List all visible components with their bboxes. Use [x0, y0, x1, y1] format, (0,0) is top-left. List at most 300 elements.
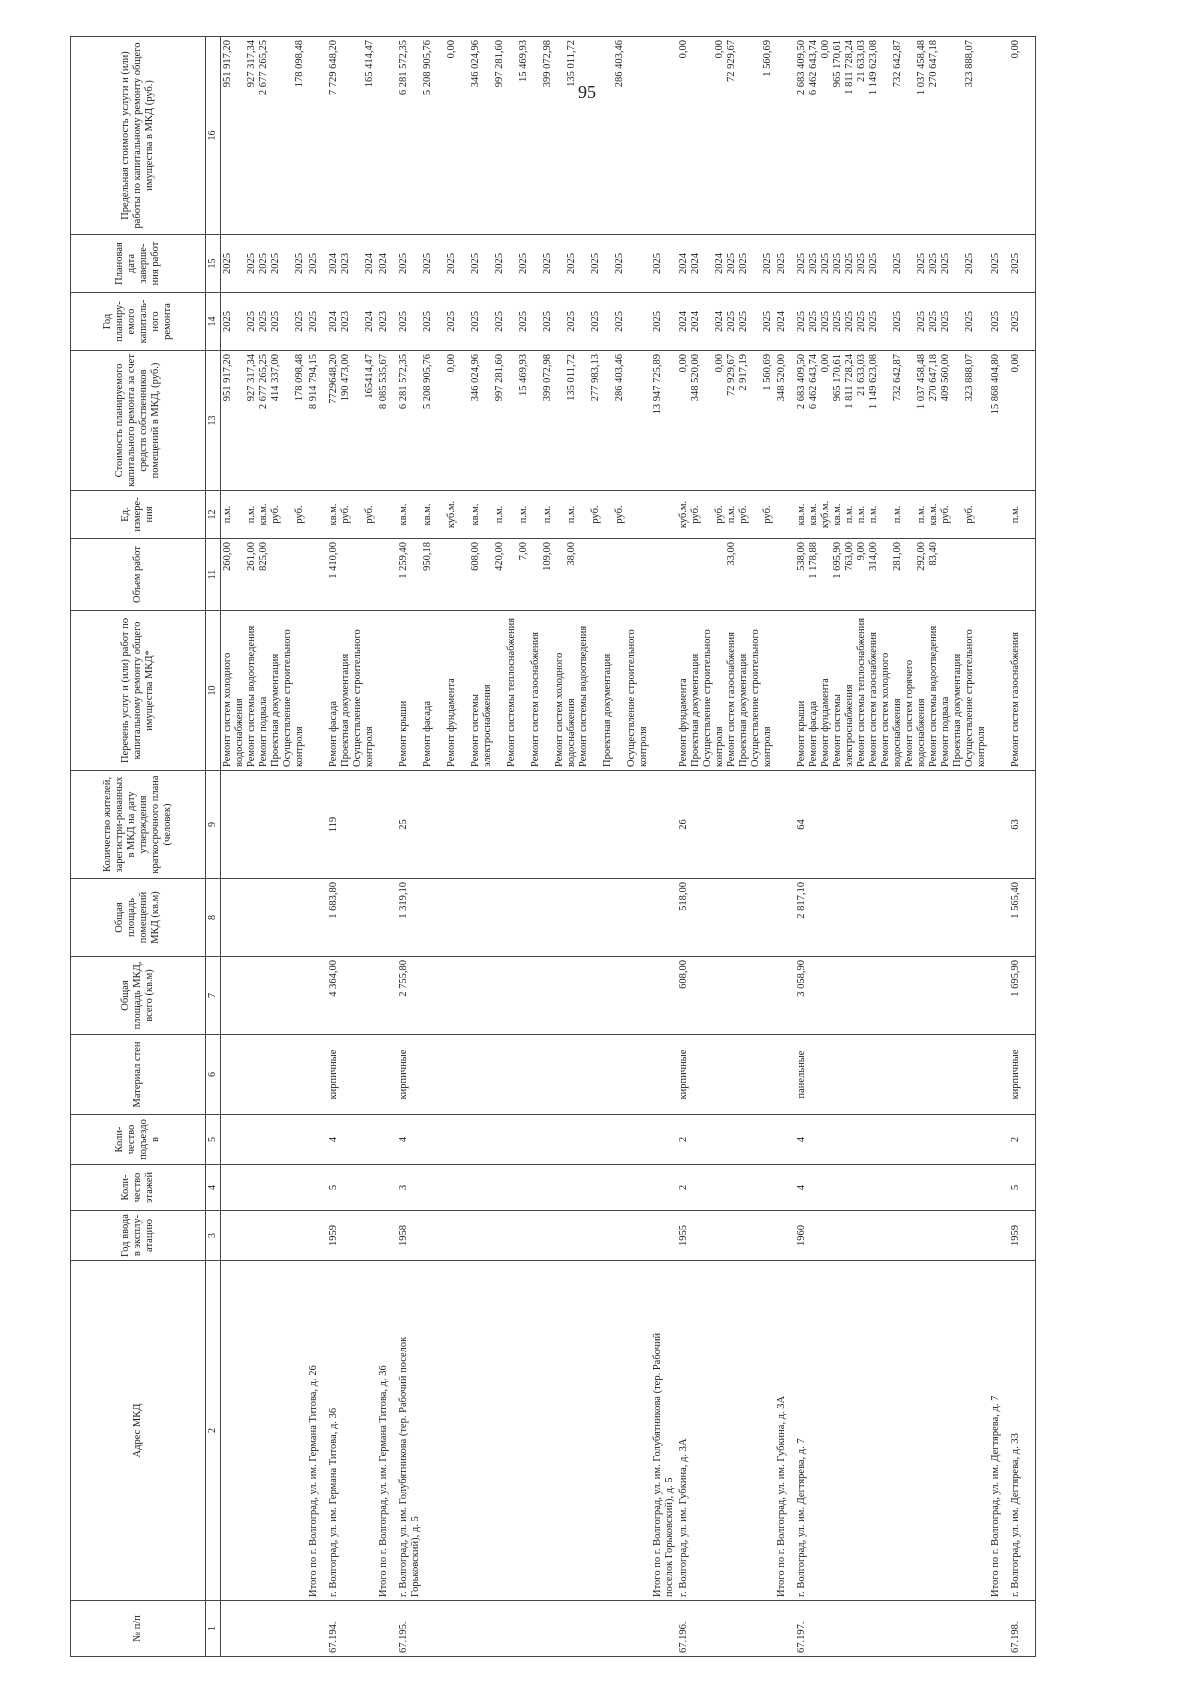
header-cell: Объем работ: [71, 539, 206, 611]
subtotal-row: [775, 37, 795, 1657]
cell-line: руб.: [270, 505, 281, 524]
residents-cell: [307, 771, 327, 879]
cell-line: 2025: [614, 253, 625, 274]
completion-date-cell: [775, 235, 795, 293]
cell-line: 2025: [820, 311, 831, 332]
wall-material-cell: [377, 1035, 397, 1115]
cell-line: контроля: [714, 726, 725, 767]
entrances-cell: 4: [327, 1115, 377, 1165]
floors-cell: 2: [677, 1165, 775, 1211]
cell-line: 2025: [892, 311, 903, 332]
cell-line: 2025: [446, 311, 457, 332]
cell-line: Ремонт подвала: [258, 696, 269, 767]
cell-line: 927 317,34: [246, 40, 257, 88]
planned-cost-cell: [221, 351, 308, 491]
subtotal-row: [989, 37, 1009, 1657]
residents-cell: [221, 771, 308, 879]
work-volume-cell: [651, 539, 677, 611]
floors-cell: [377, 1165, 397, 1211]
column-number: 13: [206, 351, 221, 491]
cell-line: 2025: [308, 253, 319, 274]
cell-line: кв.м.: [470, 503, 481, 526]
max-cost-cell: [307, 37, 327, 235]
cell-line: [434, 296, 446, 347]
cell-line: кв.м.: [328, 503, 339, 526]
cell-line: [506, 40, 518, 231]
cell-line: [506, 296, 518, 347]
cell-line: [530, 40, 542, 231]
cell-line: [352, 354, 364, 487]
completion-date-cell: [989, 235, 1009, 293]
cell-line: [762, 542, 774, 607]
cell-line: 2025: [270, 253, 281, 274]
cell-line: [880, 238, 892, 289]
cell-line: кв.м.: [928, 503, 939, 526]
row-index: 67.197.: [795, 1601, 989, 1657]
header-cell: Перечень услуг и (или) работ по капитальному ремонту общего имущества МКД*: [71, 611, 206, 771]
planned-cost-cell: [651, 351, 677, 491]
cell-line: 1 037 458,48: [916, 40, 927, 96]
cell-line: 2025: [832, 311, 843, 332]
floors-cell: [775, 1165, 795, 1211]
cell-line: [234, 296, 246, 347]
cell-line: [554, 542, 566, 607]
planned-year-cell: [221, 293, 308, 351]
cell-line: [458, 542, 470, 607]
cell-line: 1 037 458,48: [916, 354, 927, 410]
cell-line: [880, 296, 892, 347]
cell-line: 965 170,61: [832, 354, 843, 402]
cell-line: 2025: [446, 253, 457, 274]
cell-line: кв.м.: [808, 503, 819, 526]
header-cell: Плановая дата заверше-ния работ: [71, 235, 206, 293]
residents-cell: 119: [327, 771, 377, 879]
cell-line: [904, 354, 916, 487]
cell-line: г. Волгоград, ул. им. Губкина, д. 3А: [678, 1438, 689, 1597]
entrances-cell: 2: [1009, 1115, 1036, 1165]
works-list-cell: [327, 611, 377, 771]
cell-line: 8 914 794,15: [308, 354, 319, 410]
cell-line: 190 473,00: [340, 354, 351, 402]
works-list-cell: [775, 611, 795, 771]
cell-line: [602, 494, 614, 535]
cell-line: [352, 296, 364, 347]
cell-line: [602, 296, 614, 347]
cell-line: [410, 296, 422, 347]
cell-line: 1 811 728,24: [844, 354, 855, 409]
cell-line: 286 403,46: [614, 354, 625, 402]
column-number: 5: [206, 1115, 221, 1165]
entrances-cell: [989, 1115, 1009, 1165]
cell-line: [458, 614, 470, 767]
planned-cost-cell: [677, 351, 775, 491]
cell-line: 2 683 409,50: [796, 40, 807, 96]
cell-line: Ремонт системы водоотведения: [578, 625, 589, 767]
planned-year-cell: [651, 293, 677, 351]
cell-line: п.м.: [856, 505, 867, 524]
wall-material-cell: кирпичные: [677, 1035, 775, 1115]
total-area-cell: [651, 957, 677, 1035]
cell-line: водоснабжения: [234, 698, 245, 767]
residents-cell: 63: [1009, 771, 1036, 879]
cell-line: 5 208 905,76: [422, 354, 433, 410]
cell-line: Ремонт подвала: [940, 696, 951, 767]
works-list-cell: [1009, 611, 1036, 771]
cell-line: 420,00: [494, 542, 505, 571]
cell-line: 2024: [328, 311, 339, 332]
cell-line: 15 469,93: [518, 354, 529, 396]
works-list-cell: [651, 611, 677, 771]
cell-line: 1 560,69: [762, 40, 773, 77]
cell-line: [1010, 542, 1022, 607]
residents-cell: [989, 771, 1009, 879]
cell-line: 2025: [964, 311, 975, 332]
cell-line: [458, 354, 470, 487]
cell-line: [410, 542, 422, 607]
cell-line: [880, 354, 892, 487]
cell-line: 2025: [398, 311, 409, 332]
works-list-cell: [307, 611, 327, 771]
premises-area-cell: 2 817,10: [795, 879, 989, 957]
residents-cell: [775, 771, 795, 879]
cell-line: [506, 542, 518, 607]
cell-line: Осуществление строительного: [750, 629, 761, 767]
premises-area-cell: 1 565,40: [1009, 879, 1036, 957]
year-built-cell: [307, 1211, 327, 1261]
work-volume-cell: [677, 539, 775, 611]
address-cell: [677, 1261, 775, 1601]
cell-line: Ремонт фасада: [422, 700, 433, 767]
cell-line: Осуществление строительного: [282, 629, 293, 767]
work-volume-cell: [795, 539, 989, 611]
entrances-cell: [221, 1115, 308, 1165]
total-area-cell: 608,00: [677, 957, 775, 1035]
header-cell: Год ввода в эксплу-атацию: [71, 1211, 206, 1261]
cell-line: [904, 542, 916, 607]
cell-line: [590, 40, 602, 231]
cell-line: [690, 542, 702, 607]
cell-line: 732 642,87: [892, 40, 903, 88]
cell-line: [446, 542, 458, 607]
cell-line: [434, 614, 446, 767]
cell-line: 2025: [844, 253, 855, 274]
planned-cost-cell: [397, 351, 651, 491]
cell-line: 2025: [258, 311, 269, 332]
cell-line: 2024: [776, 311, 787, 332]
cell-line: [820, 542, 832, 607]
premises-area-cell: 1 319,10: [397, 879, 651, 957]
cell-line: поселок Горьковский), д. 5: [664, 1477, 675, 1597]
cell-line: 399 072,98: [542, 354, 553, 402]
cell-line: [578, 494, 590, 535]
cell-line: [626, 238, 638, 289]
cell-line: 2025: [542, 253, 553, 274]
work-volume-cell: [377, 539, 397, 611]
cell-line: контроля: [976, 726, 987, 767]
cell-line: 2025: [940, 253, 951, 274]
cell-line: г. Волгоград, ул. им. Дегтярева, д. 33: [1010, 1433, 1021, 1597]
cell-line: [458, 494, 470, 535]
cell-line: 7729648,20: [328, 354, 339, 404]
address-cell: [307, 1261, 327, 1601]
unit-cell: [397, 491, 651, 539]
cell-line: [410, 40, 422, 231]
cell-line: [904, 40, 916, 231]
year-built-cell: 1958: [397, 1211, 651, 1261]
cell-line: кв.м.: [832, 503, 843, 526]
cell-line: п.м.: [566, 505, 577, 524]
cell-line: 2025: [808, 253, 819, 274]
wall-material-cell: кирпичные: [1009, 1035, 1036, 1115]
cell-line: [482, 296, 494, 347]
cell-line: 165 414,47: [364, 40, 375, 88]
cell-line: [952, 494, 964, 535]
cell-line: 2025: [844, 311, 855, 332]
wall-material-cell: кирпичные: [327, 1035, 377, 1115]
cell-line: 6 281 572,35: [398, 354, 409, 410]
cell-line: 33,00: [726, 542, 737, 566]
cell-line: кв.м.: [422, 503, 433, 526]
max-cost-cell: [327, 37, 377, 235]
unit-cell: [1009, 491, 1036, 539]
cell-line: 2025: [518, 253, 529, 274]
cell-line: 0,00: [714, 354, 725, 373]
cell-line: кв.м.: [796, 503, 807, 526]
column-number: 15: [206, 235, 221, 293]
cell-line: Ремонт системы теплоснабжения: [856, 617, 867, 767]
floors-cell: [989, 1165, 1009, 1211]
cell-line: [282, 296, 294, 347]
cell-line: 951 917,20: [222, 40, 233, 88]
cell-line: [750, 494, 762, 535]
cell-line: 2025: [796, 311, 807, 332]
cell-line: Ремонт систем газоснабжения: [868, 632, 879, 767]
floors-cell: [221, 1165, 308, 1211]
cell-line: 2024: [714, 253, 725, 274]
cell-line: [364, 542, 376, 607]
header-cell: Предельная стоимость услуги и (или) работы по капитальному ремонту общего имущества в МКД (руб.): [71, 37, 206, 235]
cell-line: Ремонт фундамента: [820, 678, 831, 767]
table-row: [1009, 37, 1036, 1657]
work-volume-cell: [397, 539, 651, 611]
cell-line: [964, 542, 976, 607]
cell-line: 2 683 409,50: [796, 354, 807, 410]
works-list-cell: [989, 611, 1009, 771]
planned-cost-cell: [775, 351, 795, 491]
cell-line: [940, 40, 952, 231]
total-area-cell: [775, 957, 795, 1035]
cell-line: [234, 354, 246, 487]
max-cost-cell: [397, 37, 651, 235]
cell-line: 2025: [614, 311, 625, 332]
cell-line: 7,00: [518, 542, 529, 561]
cell-line: Ремонт систем горячего: [904, 659, 915, 767]
cell-line: [434, 40, 446, 231]
cell-line: 2025: [222, 253, 233, 274]
cell-line: [482, 238, 494, 289]
cell-line: Осуществление строительного: [352, 629, 363, 767]
cell-line: [458, 296, 470, 347]
planned-year-cell: [397, 293, 651, 351]
cell-line: 178 098,48: [294, 354, 305, 402]
residents-cell: 64: [795, 771, 989, 879]
cell-line: 286 403,46: [614, 40, 625, 88]
address-cell: [775, 1261, 795, 1601]
cell-line: контроля: [638, 726, 649, 767]
works-list-cell: [397, 611, 651, 771]
cell-line: [590, 614, 602, 767]
cell-line: 2023: [378, 311, 389, 332]
cell-line: Ремонт систем газоснабжения: [726, 632, 737, 767]
total-area-cell: 4 364,00: [327, 957, 377, 1035]
cell-line: 9,00: [856, 542, 867, 561]
cell-line: [578, 296, 590, 347]
cell-line: 2 917,19: [738, 354, 749, 391]
header-cell: Год планиру-емого капиталь-ного ремонта: [71, 293, 206, 351]
max-cost-cell: [377, 37, 397, 235]
cell-line: Проектная документация: [270, 653, 281, 767]
cell-line: [494, 614, 506, 767]
premises-area-cell: [651, 879, 677, 957]
column-number: 11: [206, 539, 221, 611]
cell-line: 2024: [328, 253, 339, 274]
cell-line: [482, 542, 494, 607]
planned-cost-cell: [989, 351, 1009, 491]
cell-line: 15 868 404,80: [990, 354, 1001, 415]
unit-cell: [377, 491, 397, 539]
cell-line: 2024: [678, 311, 689, 332]
column-number: 6: [206, 1035, 221, 1115]
cell-line: 2 677 265,25: [258, 354, 269, 410]
max-cost-cell: [651, 37, 677, 235]
cell-line: [434, 542, 446, 607]
cell-line: 2025: [916, 311, 927, 332]
cell-line: 270 647,18: [928, 40, 939, 88]
completion-date-cell: [677, 235, 775, 293]
unit-cell: [775, 491, 795, 539]
cell-line: п.м.: [246, 505, 257, 524]
cell-line: 38,00: [566, 542, 577, 566]
premises-area-cell: [307, 879, 327, 957]
cell-line: [690, 40, 702, 231]
cell-line: руб.: [590, 505, 601, 524]
cell-line: 0,00: [446, 354, 457, 373]
row-index: [221, 1601, 308, 1657]
cell-line: [614, 542, 626, 607]
cell-line: [506, 494, 518, 535]
cell-line: 2025: [928, 311, 939, 332]
cell-line: г. Волгоград, ул. им. Голубятникова (тер. Рабочий поселок: [398, 1336, 409, 1597]
completion-date-cell: [327, 235, 377, 293]
max-cost-cell: [1009, 37, 1036, 235]
cell-line: 292,00: [916, 542, 927, 571]
year-built-cell: 1959: [1009, 1211, 1036, 1261]
cell-line: [578, 354, 590, 487]
cell-line: 950,18: [422, 542, 433, 571]
cell-line: 2 677 265,25: [258, 40, 269, 96]
cell-line: [904, 238, 916, 289]
planned-cost-cell: [1009, 351, 1036, 491]
cell-line: 2025: [422, 253, 433, 274]
cell-line: [270, 542, 282, 607]
address-cell: [989, 1261, 1009, 1601]
cell-line: Ремонт системы электроснабжения: [832, 684, 855, 767]
address-cell: [651, 1261, 677, 1601]
cell-line: [578, 238, 590, 289]
cell-line: Ремонт фундамента: [678, 678, 689, 767]
cell-line: 2024: [678, 253, 689, 274]
cell-line: Осуществление строительного: [964, 629, 975, 767]
cell-line: [626, 542, 638, 607]
total-area-cell: 1 695,90: [1009, 957, 1036, 1035]
work-volume-cell: [221, 539, 308, 611]
cell-line: 346 024,96: [470, 40, 481, 88]
completion-date-cell: [1009, 235, 1036, 293]
unit-cell: [327, 491, 377, 539]
cell-line: 2025: [494, 311, 505, 332]
cell-line: [578, 542, 590, 607]
cell-line: [282, 40, 294, 231]
cell-line: 2025: [422, 311, 433, 332]
cell-line: 135 011,72: [566, 354, 577, 401]
cell-line: 2025: [258, 253, 269, 274]
cell-line: 277 983,13: [590, 354, 601, 402]
entrances-cell: 4: [795, 1115, 989, 1165]
cell-line: 2024: [364, 253, 375, 274]
cell-line: 2025: [762, 311, 773, 332]
residents-cell: 26: [677, 771, 775, 879]
cell-line: [626, 494, 638, 535]
cell-line: 0,00: [678, 354, 689, 373]
wall-material-cell: кирпичные: [397, 1035, 651, 1115]
premises-area-cell: 1 683,80: [327, 879, 377, 957]
cell-line: 13 947 725,89: [652, 354, 663, 415]
cell-line: [750, 296, 762, 347]
cell-line: 2025: [590, 253, 601, 274]
cell-line: [554, 40, 566, 231]
column-number: 4: [206, 1165, 221, 1211]
cell-line: 2025: [796, 253, 807, 274]
cell-line: 2025: [940, 311, 951, 332]
row-index: 67.198.: [1009, 1601, 1036, 1657]
cell-line: 2025: [494, 253, 505, 274]
cell-line: Итого по г. Волгоград, ул. им. Губкина, д. 3А: [776, 1395, 787, 1597]
cell-line: [434, 238, 446, 289]
cell-line: Ремонт систем холодного: [222, 652, 233, 767]
cell-line: [614, 614, 626, 767]
cell-line: [702, 40, 714, 231]
cell-line: [482, 494, 494, 535]
cell-line: 2025: [652, 253, 663, 274]
year-built-cell: [651, 1211, 677, 1261]
planned-year-cell: [327, 293, 377, 351]
cell-line: [602, 40, 614, 231]
cell-line: водоснабжения: [916, 698, 927, 767]
cell-line: 6 281 572,35: [398, 40, 409, 96]
cell-line: 2025: [856, 253, 867, 274]
row-index: 67.194.: [327, 1601, 377, 1657]
cell-line: 2025: [990, 311, 1001, 332]
cell-line: 951 917,20: [222, 354, 233, 402]
cell-line: [542, 614, 554, 767]
cell-line: 0,00: [1010, 40, 1021, 59]
column-number: 7: [206, 957, 221, 1035]
cell-line: Осуществление строительного: [626, 629, 637, 767]
cell-line: 2024: [378, 253, 389, 274]
cell-line: [940, 542, 952, 607]
column-number: 10: [206, 611, 221, 771]
cell-line: Ремонт системы водоотведения: [246, 625, 257, 767]
